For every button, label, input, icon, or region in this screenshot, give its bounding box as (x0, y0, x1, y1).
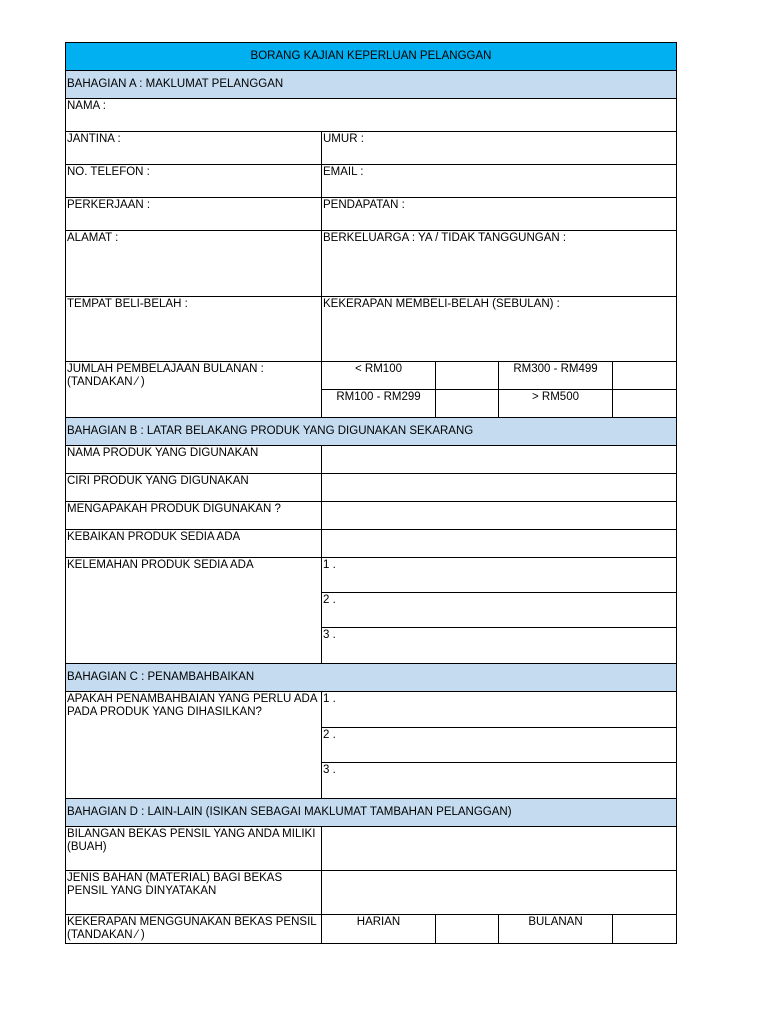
answer-field[interactable] (322, 871, 677, 915)
option-checkbox[interactable] (613, 915, 677, 944)
numbered-answer-field[interactable]: 3 . (322, 763, 677, 799)
customer-survey-form (65, 42, 677, 944)
option-label: RM300 - RM499 (499, 362, 613, 390)
berkeluarga-field[interactable]: BERKELUARGA : YA / TIDAK TANGGUNGAN : (322, 231, 677, 297)
option-checkbox[interactable] (436, 390, 499, 418)
section-d-heading: BAHAGIAN D : LAIN-LAIN (ISIKAN SEBAGAI MAKLUMAT TAMBAHAN PELANGGAN) (66, 799, 677, 827)
kekerapan-menggunakan-label: KEKERAPAN MENGGUNAKAN BEKAS PENSIL (TANDAKAN ⁄ ) (66, 915, 322, 944)
telefon-field[interactable]: NO. TELEFON : (66, 165, 322, 198)
option-checkbox[interactable] (436, 362, 499, 390)
jenis-bahan-label: JENIS BAHAN (MATERIAL) BAGI BEKAS PENSIL YANG DINYATAKAN (66, 871, 322, 915)
kekerapan-belibelah-field[interactable]: KEKERAPAN MEMBELI-BELAH (SEBULAN) : (322, 297, 677, 362)
option-checkbox[interactable] (436, 915, 499, 944)
answer-field[interactable] (322, 530, 677, 558)
answer-field[interactable] (322, 502, 677, 530)
pekerjaan-field[interactable]: PERKERJAAN : (66, 198, 322, 231)
numbered-answer-field[interactable]: 2 . (322, 593, 677, 628)
option-checkbox[interactable] (613, 390, 677, 418)
numbered-answer-field[interactable]: 1 . (322, 692, 677, 728)
numbered-answer-field[interactable]: 2 . (322, 728, 677, 763)
option-checkbox[interactable] (613, 362, 677, 390)
jumlah-pembelanjaan-label: JUMLAH PEMBELAJAAN BULANAN : (TANDAKAN ⁄ ) (66, 362, 322, 418)
option-label: BULANAN (499, 915, 613, 944)
tempat-belibelah-field[interactable]: TEMPAT BELI-BELAH : (66, 297, 322, 362)
option-label: HARIAN (322, 915, 436, 944)
umur-field[interactable]: UMUR : (322, 132, 677, 165)
numbered-answer-field[interactable]: 1 . (322, 558, 677, 593)
email-field[interactable]: EMAIL : (322, 165, 677, 198)
numbered-answer-field[interactable]: 3 . (322, 628, 677, 664)
option-label: > RM500 (499, 390, 613, 418)
pendapatan-field[interactable]: PENDAPATAN : (322, 198, 677, 231)
form-title: BORANG KAJIAN KEPERLUAN PELANGGAN (66, 43, 677, 71)
answer-field[interactable] (322, 827, 677, 871)
section-b-heading: BAHAGIAN B : LATAR BELAKANG PRODUK YANG DIGUNAKAN SEKARANG (66, 418, 677, 446)
option-label: < RM100 (322, 362, 436, 390)
option-label: RM100 - RM299 (322, 390, 436, 418)
section-c-heading: BAHAGIAN C : PENAMBAHBAIKAN (66, 664, 677, 692)
mengapa-produk-label: MENGAPAKAH PRODUK DIGUNAKAN ? (66, 502, 322, 530)
alamat-field[interactable]: ALAMAT : (66, 231, 322, 297)
nama-produk-label: NAMA PRODUK YANG DIGUNAKAN (66, 446, 322, 474)
kelemahan-produk-label: KELEMAHAN PRODUK SEDIA ADA (66, 558, 322, 664)
answer-field[interactable] (322, 474, 677, 502)
jantina-field[interactable]: JANTINA : (66, 132, 322, 165)
nama-field[interactable]: NAMA : (66, 99, 677, 132)
penambahbaikan-question: APAKAH PENAMBAHBAIAN YANG PERLU ADA PADA PRODUK YANG DIHASILKAN? (66, 692, 322, 799)
answer-field[interactable] (322, 446, 677, 474)
kebaikan-produk-label: KEBAIKAN PRODUK SEDIA ADA (66, 530, 322, 558)
section-a-heading: BAHAGIAN A : MAKLUMAT PELANGGAN (66, 71, 677, 99)
ciri-produk-label: CIRI PRODUK YANG DIGUNAKAN (66, 474, 322, 502)
bilangan-bekas-label: BILANGAN BEKAS PENSIL YANG ANDA MILIKI (BUAH) (66, 827, 322, 871)
